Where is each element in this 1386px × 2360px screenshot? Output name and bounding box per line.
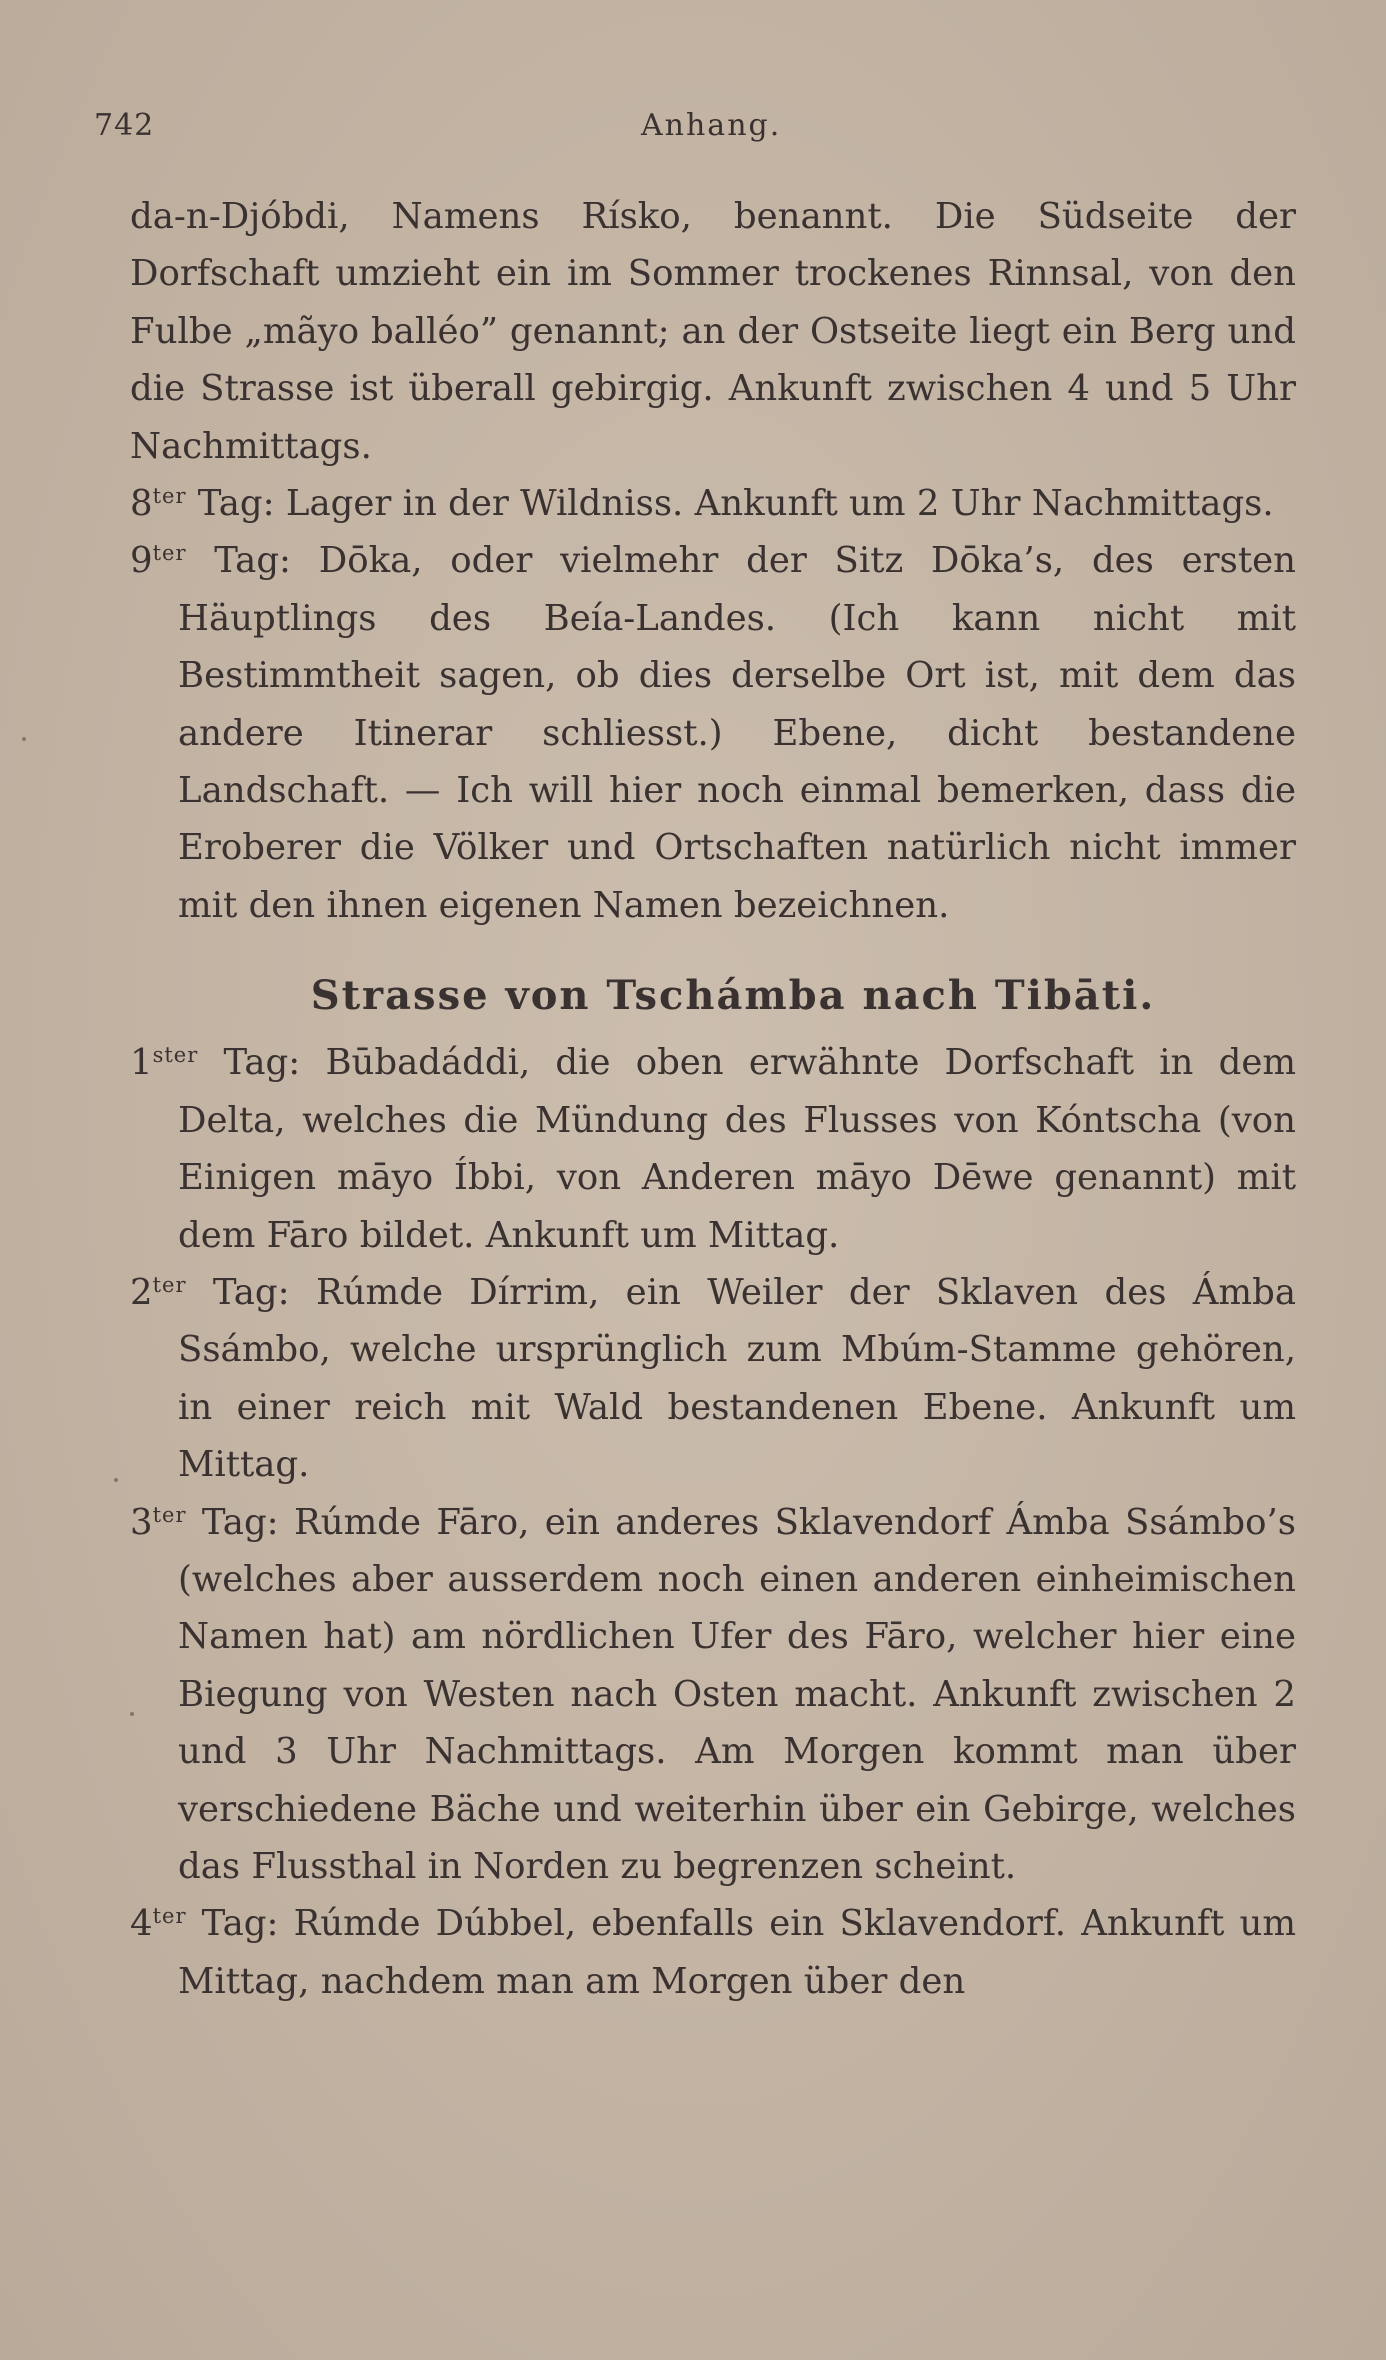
- body-text: [130, 188, 1296, 2010]
- itinerary-entry-day-4: [130, 1895, 1296, 2010]
- entry-text: Rúmde Dírrim, ein Weiler der Sklaven des Ámba Ssámbo, welche ursprünglich zum Mbúm-Stamme gehören, in einer reich mit Wald bestandenen Ebene. Ankunft um Mittag.: [178, 1271, 1296, 1486]
- page-header: [94, 108, 1294, 148]
- entry-text: Rúmde Fāro, ein anderes Sklavendorf Ámba Ssámbo’s (welches aber ausserdem noch einen anderen einheimischen Namen hat) am nördlichen Ufer des Fāro, welcher hier eine Biegung von Westen nach Osten macht. Ankunft zwischen 2 und 3 Uhr Nachmittags. Am Morgen kommt man über verschiedene Bäche und weiterhin über ein Gebirge, welches das Flussthal in Norden zu begrenzen scheint.: [178, 1501, 1296, 1887]
- page-number: 742: [94, 108, 155, 143]
- day-number: 8: [130, 483, 153, 525]
- day-ordinal-suffix: ter: [152, 541, 187, 566]
- paper-speck: [130, 1712, 134, 1716]
- itinerary-entry-day-8: [130, 475, 1296, 532]
- itinerary-entry-day-3: [130, 1494, 1296, 1896]
- day-label: Tag:: [214, 540, 292, 582]
- entry-text: Būbadáddi, die oben erwähnte Dorfschaft in dem Delta, welches die Mündung des Flusses von Kóntscha (von Einigen māyo Íbbi, von Anderen māyo Dēwe genannt) mit dem Fāro bildet. Ankunft um Mittag.: [178, 1042, 1296, 1256]
- day-ordinal-suffix: ter: [152, 1272, 187, 1297]
- day-number: 3: [130, 1501, 153, 1543]
- day-ordinal-suffix: ter: [152, 1904, 187, 1929]
- day-ordinal-suffix: ter: [152, 484, 187, 509]
- day-number: 9: [130, 540, 153, 582]
- day-label: Tag:: [197, 483, 275, 525]
- entry-text: Rúmde Dúbbel, ebenfalls ein Sklavendorf. Ankunft um Mittag, nachdem man am Morgen über den: [178, 1903, 1296, 2002]
- day-label: Tag:: [212, 1271, 290, 1313]
- entry-text: Lager in der Wildniss. Ankunft um 2 Uhr Nachmittags.: [285, 483, 1274, 525]
- paper-speck: [22, 737, 26, 741]
- itinerary-entry-day-1: [130, 1034, 1296, 1264]
- intro-paragraph: da-n-Djóbdi, Namens Rísko, benannt. Die Südseite der Dorfschaft umzieht ein im Sommer trockenes Rinnsal, von den Fulbe „mãyo balléo” genannt; an der Ostseite liegt ein Berg und die Strasse ist überall gebirgig. Ankunft zwischen 4 und 5 Uhr Nachmittags.: [130, 196, 1296, 467]
- running-head: Anhang.: [641, 108, 782, 143]
- day-number: 4: [130, 1903, 153, 1945]
- day-label: Tag:: [201, 1501, 279, 1543]
- itinerary-entry-day-2: [130, 1264, 1296, 1494]
- itinerary-entry-day-9: [130, 532, 1296, 934]
- day-ordinal-suffix: ster: [152, 1043, 199, 1068]
- day-label: Tag:: [223, 1042, 301, 1084]
- day-ordinal-suffix: ter: [152, 1502, 187, 1527]
- section-title: Strasse von Tschámba nach Tibāti.: [310, 972, 1156, 1020]
- day-number: 1: [130, 1042, 153, 1084]
- entry-text: Dōka, oder vielmehr der Sitz Dōka’s, des ersten Häuptlings des Beía-Landes. (Ich kann nicht mit Bestimmtheit sagen, ob dies derselbe Ort ist, mit dem das andere Itinerar schliesst.) Ebene, dicht bestandene Landschaft. — Ich will hier noch einmal bemerken, dass die Eroberer die Völker und Ortschaften natürlich nicht immer mit den ihnen eigenen Namen bezeichnen.: [178, 540, 1296, 926]
- day-number: 2: [130, 1271, 153, 1313]
- paper-speck: [114, 1478, 118, 1482]
- day-label: Tag:: [201, 1903, 279, 1945]
